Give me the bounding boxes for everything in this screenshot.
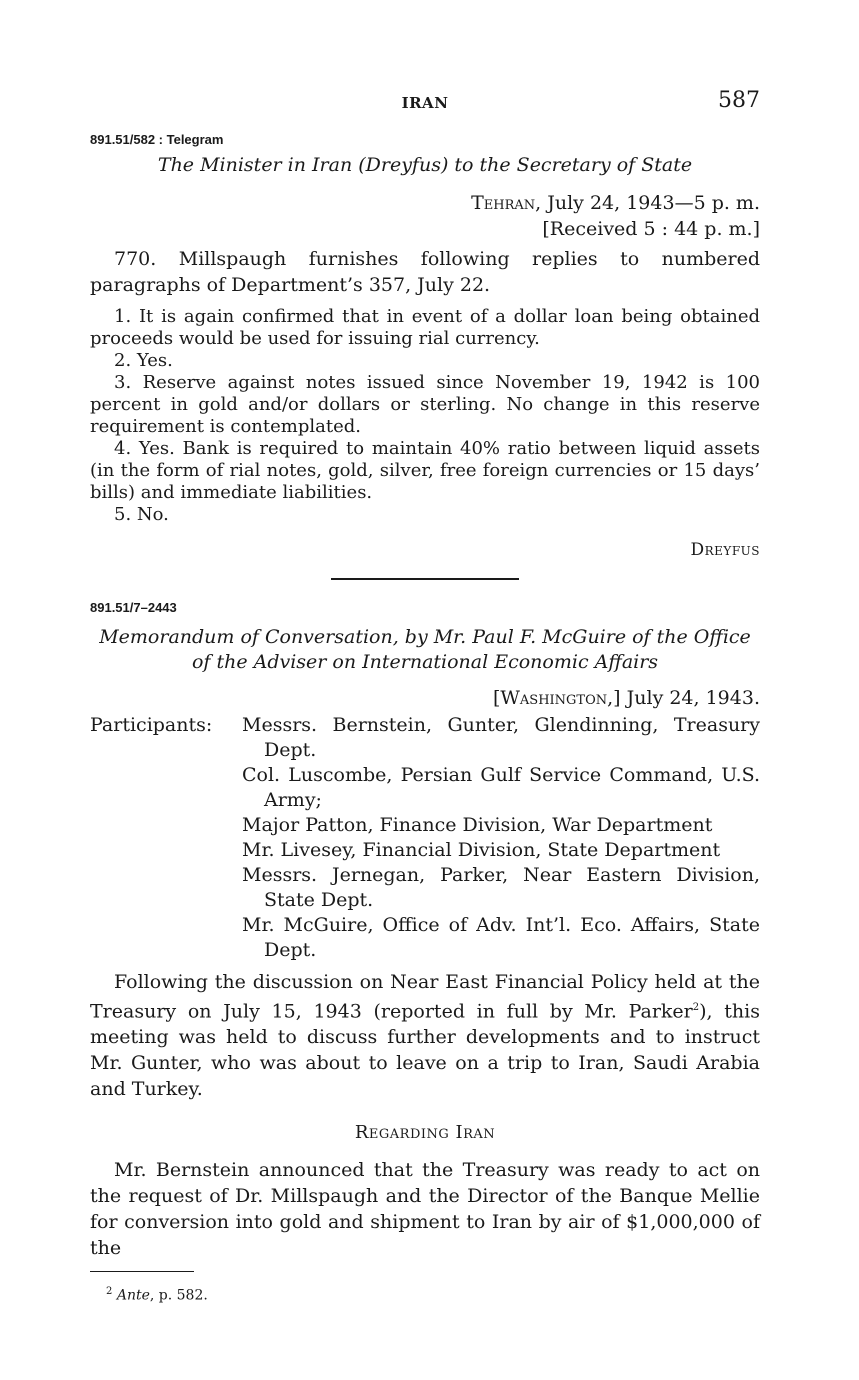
running-title: IRAN <box>401 94 449 112</box>
memo-paragraph-2: Mr. Bernstein announced that the Treasury was ready to act on the request of Dr. Millspaugh and the Director of the Banque Mellie for conversion into gold and shipment to Iran by air of $1,000,000 of the <box>90 1159 760 1260</box>
section-heading-regarding-iran: Regarding Iran <box>354 1122 496 1144</box>
telegram-dateline-line <box>90 190 760 216</box>
footnote <box>90 1286 760 1304</box>
telegram-dateline-rest: , July 24, 1943—5 p. m. <box>535 192 760 214</box>
footnote-rule <box>90 1271 194 1272</box>
section-divider <box>331 578 519 580</box>
telegram-dateline-city: Tehran <box>471 192 536 214</box>
page-number: 587 <box>718 88 760 113</box>
document-page <box>90 88 760 1304</box>
memo-paragraph-1-start: Following the discussion on Near East Financial Policy held at the Treasury on July 15, 1943 (reported in full by Mr. Parker <box>90 971 760 1023</box>
memo-dateline-rest: ,] July 24, 1943. <box>607 687 760 709</box>
telegram-signature: Dreyfus <box>690 540 760 560</box>
telegram-received: [Received 5 : 44 p. m.] <box>542 218 760 240</box>
participants-label: Participants: <box>90 714 213 736</box>
telegram-item: 4. Yes. Bank is required to maintain 40% ratio between liquid assets (in the form of rial notes, gold, silver, free foreign currencies or 15 days’ bills) and immediate liabilities. <box>90 438 760 503</box>
memo-dateline <box>90 685 760 711</box>
telegram-dateline <box>90 190 760 242</box>
telegram-heading: The Minister in Iran (Dreyfus) to the Secretary of State <box>157 154 693 176</box>
memo-dateline-city: Washington <box>500 687 608 709</box>
participant-entry: Messrs. Jernegan, Parker, Near Eastern Division, State Dept. <box>242 864 760 911</box>
footnote-ref: Ante <box>116 1287 150 1304</box>
telegram-item: 2. Yes. <box>114 350 173 371</box>
telegram-intro: 770. Millspaugh furnishes following replies to numbered paragraphs of Department’s 357, July 22. <box>90 248 760 296</box>
participant-entry: Col. Luscombe, Persian Gulf Service Command, U.S. Army; <box>242 764 760 811</box>
telegram-items <box>90 306 760 526</box>
telegram-file-ref: 891.51/582 : Telegram <box>90 132 224 147</box>
footnote-text: , p. 582. <box>149 1287 208 1304</box>
participant-entry: Mr. McGuire, Office of Adv. Int’l. Eco. Affairs, State Dept. <box>242 914 760 961</box>
participant-entry: Mr. Livesey, Financial Division, State Department <box>242 839 721 861</box>
telegram-item: 3. Reserve against notes issued since November 19, 1942 is 100 percent in gold and/or dollars or sterling. No change in this reserve requirement is contemplated. <box>90 372 760 437</box>
footnote-marker: 2 <box>106 1286 113 1298</box>
participants-list <box>242 713 760 963</box>
participant-entry: Major Patton, Finance Division, War Department <box>242 814 713 836</box>
memo-paragraph-1 <box>90 969 760 1102</box>
telegram-item: 1. It is again confirmed that in event of a dollar loan being obtained proceeds would be used for issuing rial currency. <box>90 306 760 349</box>
memo-paragraph-1-end: ), this meeting was held to discuss further developments and to instruct Mr. Gunter, who was about to leave on a trip to Iran, Saudi Arabia and Turkey. <box>90 1000 760 1101</box>
telegram-item: 5. No. <box>114 504 169 525</box>
memo-file-ref: 891.51/7–2443 <box>90 600 177 615</box>
participants-block <box>90 713 760 963</box>
memo-heading: Memorandum of Conversation, by Mr. Paul F. McGuire of the Office of the Adviser on International Economic Affairs <box>99 626 751 673</box>
memo-dateline-open: [ <box>492 687 501 709</box>
footnote-reference[interactable]: 2 <box>692 1002 700 1013</box>
participant-entry: Messrs. Bernstein, Gunter, Glendinning, Treasury Dept. <box>242 714 760 761</box>
running-head <box>90 88 760 122</box>
